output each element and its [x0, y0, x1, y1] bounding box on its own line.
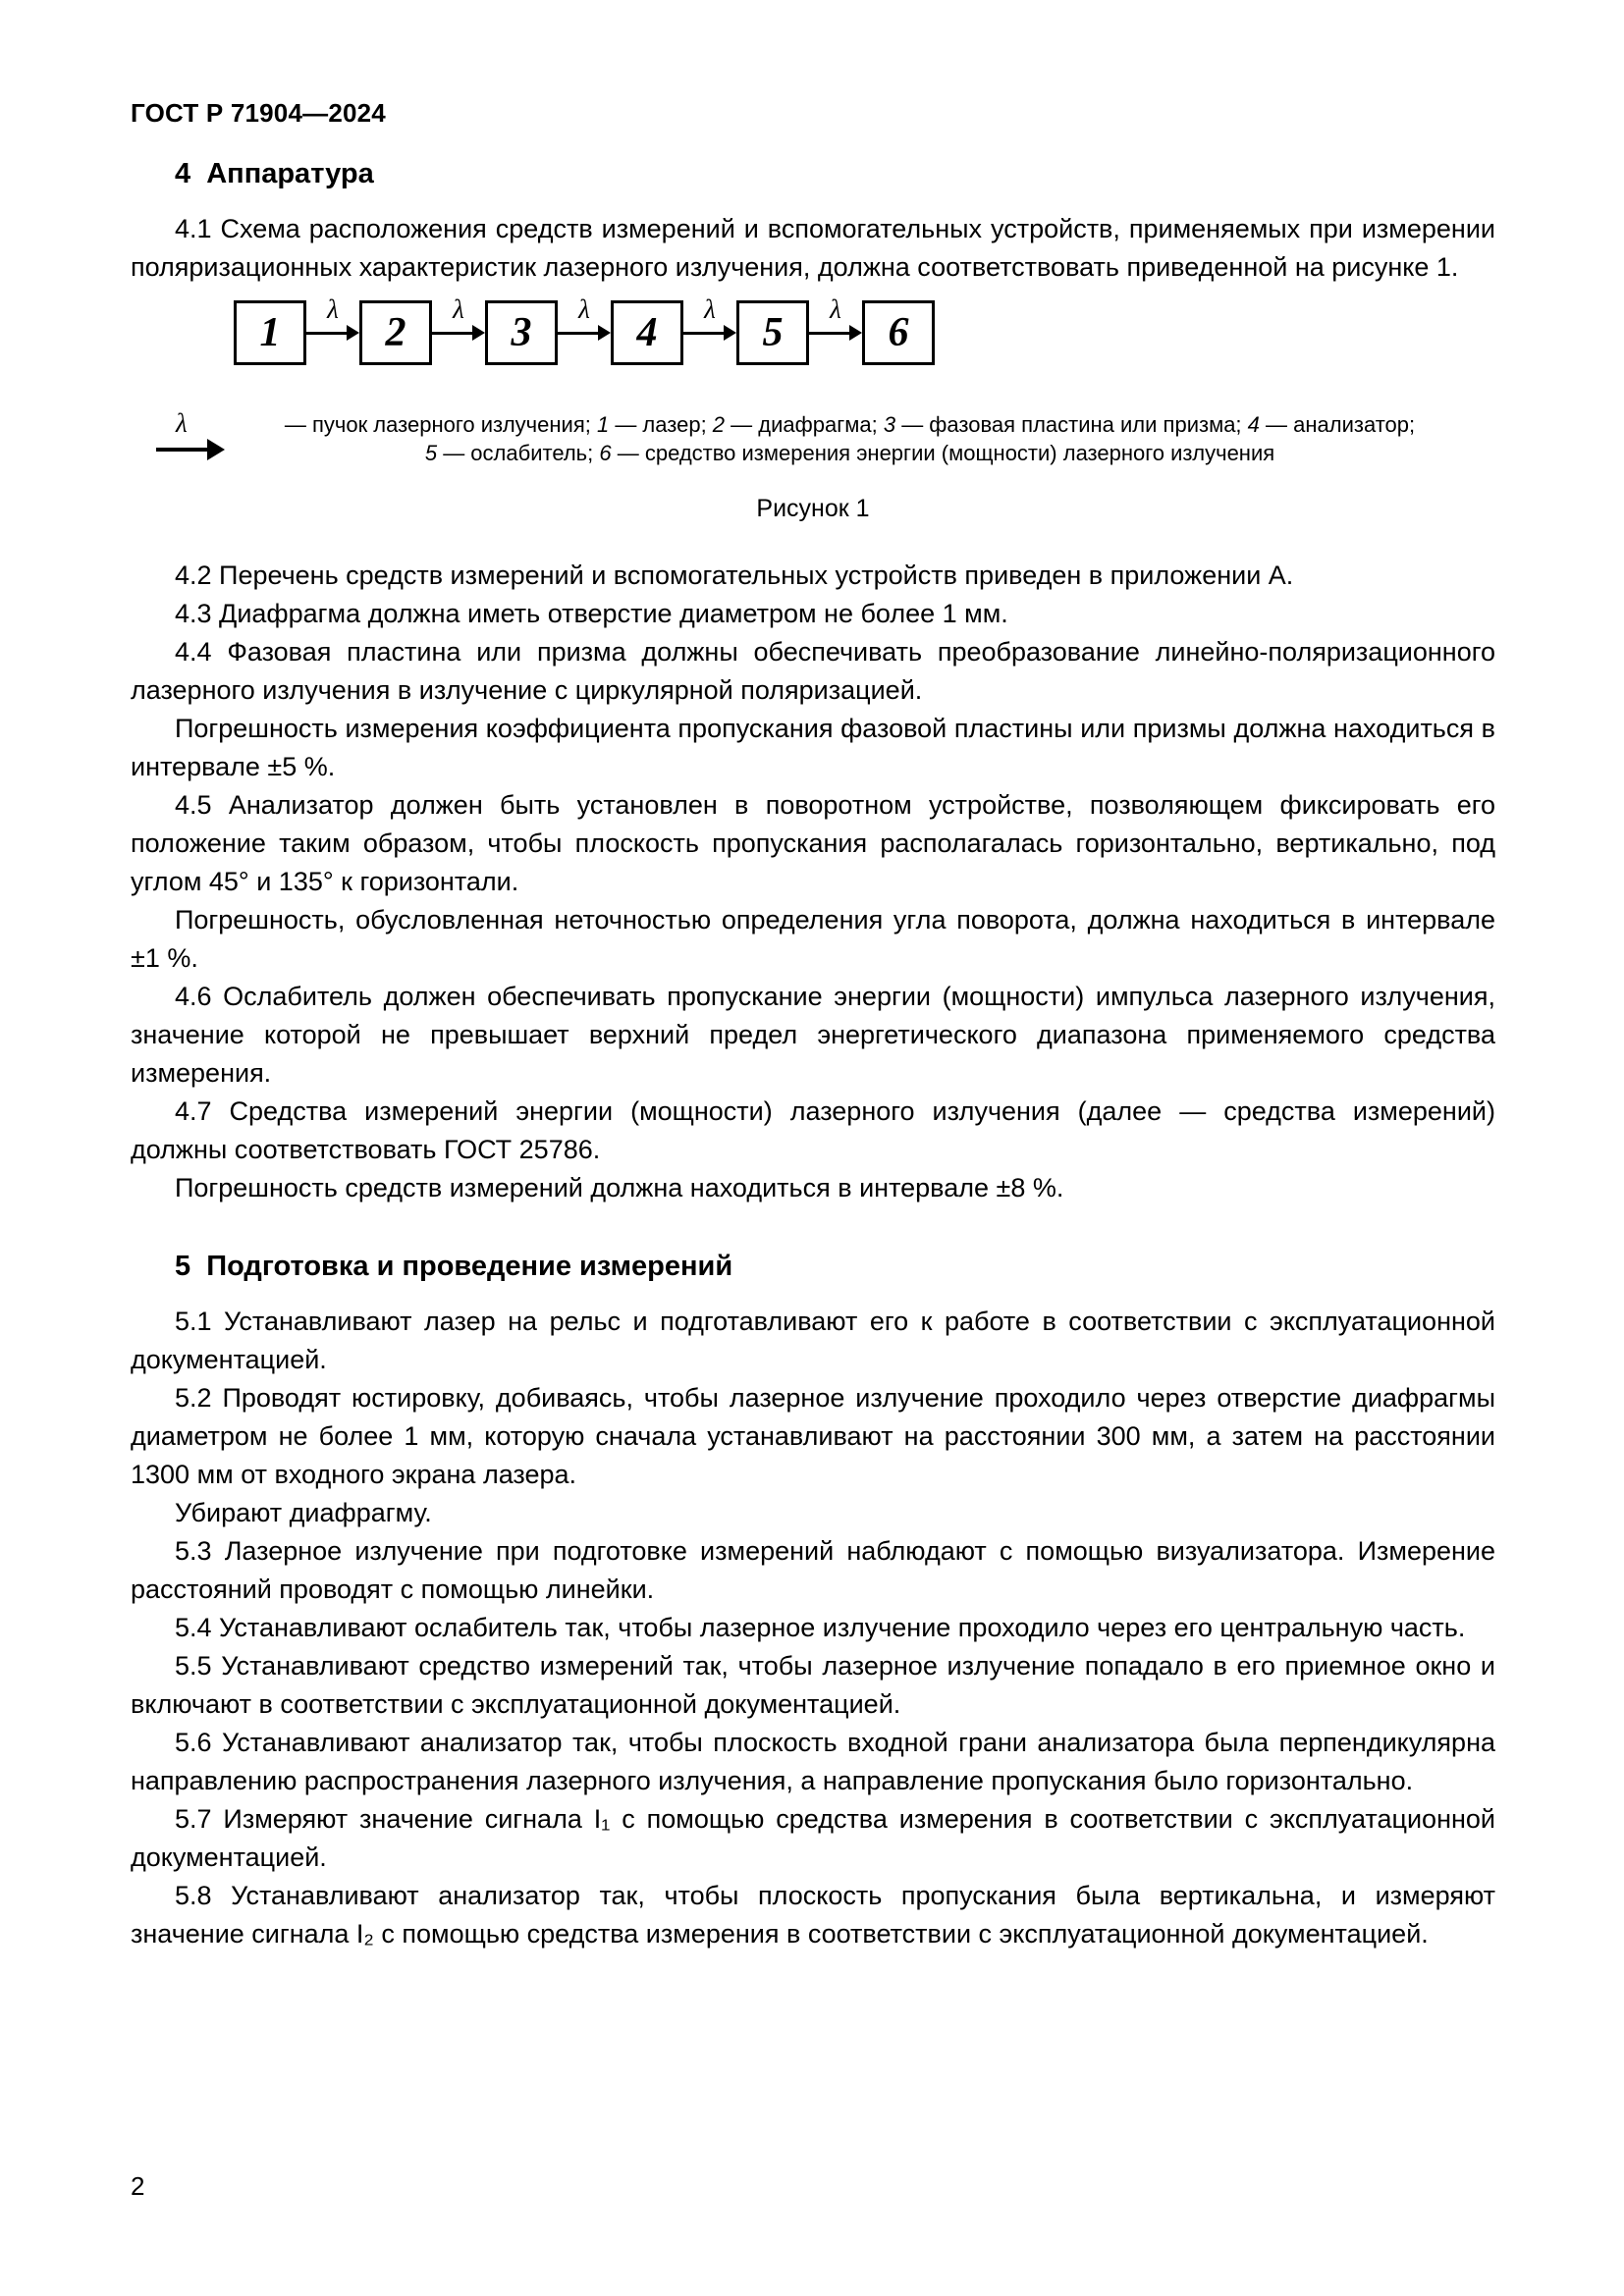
legend-ref-number: 3 — [883, 412, 896, 437]
lambda-label: λ — [327, 294, 339, 324]
section-4-heading: 4 Аппаратура — [175, 158, 374, 189]
paragraph-4-6: 4.6 Ослабитель должен обеспечивать пропускание энергии (мощности) импульса лазерного излучения, значение которой не превышает верхний предел энергетического диапазона применяемого средства измерения. — [131, 982, 1495, 1088]
arrow-head-icon — [347, 325, 359, 341]
lambda-label: λ — [704, 294, 716, 324]
paragraph-5-5: 5.5 Устанавливают средство измерений так, чтобы лазерное излучение попадало в его приемное окно и включают в соответствии с эксплуатационной документацией. — [131, 1651, 1495, 1719]
diagram-block-5 — [736, 300, 809, 365]
legend-ref-number: 2 — [712, 412, 726, 437]
paragraph-5-7: 5.7 Измеряют значение сигнала I₁ с помощью средства измерения в соответствии с эксплуатационной документацией. — [131, 1804, 1495, 1872]
legend-segment: — средство измерения энергии (мощности) лазерного излучения — [611, 441, 1275, 465]
arrow-line — [558, 332, 601, 335]
figure-1-diagram — [234, 294, 1495, 365]
flow-arrow-1 — [306, 294, 359, 365]
arrow-line — [432, 332, 475, 335]
legend-segment: — диафрагма; — [725, 412, 884, 437]
legend-ref-number: 4 — [1247, 412, 1260, 437]
paragraph-5-6: 5.6 Устанавливают анализатор так, чтобы плоскость входной грани анализатора была перпендикулярна направлению распространения лазерного излучения, а направление пропускания было горизонтально. — [131, 1728, 1495, 1795]
diagram-block-1-label: 1 — [259, 310, 281, 355]
paragraph-4-5: 4.5 Анализатор должен быть установлен в поворотном устройстве, позволяющем фиксировать его положение таким образом, чтобы плоскость пропускания располагалась горизонтально, вертикально, под углом 45° и 135° к горизонтали. — [131, 790, 1495, 896]
legend-ref-number: 5 — [424, 441, 438, 465]
legend-ref-number: 1 — [596, 412, 610, 437]
legend-segment: — лазер; — [609, 412, 713, 437]
legend-segment: — анализатор; — [1259, 412, 1416, 437]
page-number: 2 — [131, 2171, 145, 2201]
diagram-block-6 — [862, 300, 935, 365]
lambda-label: λ — [578, 294, 590, 324]
paragraph-4-4-note: Погрешность измерения коэффициента пропускания фазовой пластины или призмы должна находиться в интервале ±5 %. — [131, 714, 1495, 781]
arrow-line — [809, 332, 852, 335]
paragraph-4-4: 4.4 Фазовая пластина или призма должны обеспечивать преобразование линейно-поляризационного лазерного излучения в излучение с циркулярной поляризацией. — [131, 637, 1495, 705]
figure-1 — [131, 294, 1495, 523]
arrow-line — [156, 448, 209, 452]
lambda-label: λ — [176, 408, 188, 438]
paragraph-4-1: 4.1 Схема расположения средств измерений и вспомогательных устройств, применяемых при измерении поляризационных характеристик лазерного излучения, должна соответствовать приведенной на рисунке 1. — [131, 214, 1495, 282]
paragraph-4-7: 4.7 Средства измерений энергии (мощности) лазерного излучения (далее — средства измерений) должны соответствовать ГОСТ 25786. — [131, 1096, 1495, 1164]
diagram-block-2 — [359, 300, 432, 365]
legend-text — [234, 410, 1495, 467]
legend-segment: — ослабитель; — [437, 441, 600, 465]
paragraph-4-5-note: Погрешность, обусловленная неточностью определения угла поворота, должна находиться в интервале ±1 %. — [131, 905, 1495, 973]
paragraph-5-2: 5.2 Проводят юстировку, добиваясь, чтобы лазерное излучение проходило через отверстие диафрагмы диаметром не более 1 мм, которую сначала устанавливают на расстоянии 300 мм, а затем на расстоянии 1300 мм от входного экрана лазера. — [131, 1383, 1495, 1489]
arrow-line — [306, 332, 350, 335]
paragraph-5-4: 5.4 Устанавливают ослабитель так, чтобы лазерное излучение проходило через его центральную часть. — [175, 1613, 1466, 1642]
paragraph-5-3: 5.3 Лазерное излучение при подготовке измерений наблюдают с помощью визуализатора. Измерение расстояний проводят с помощью линейки. — [131, 1536, 1495, 1604]
paragraph-4-3: 4.3 Диафрагма должна иметь отверстие диаметром не более 1 мм. — [175, 599, 1008, 628]
lambda-label: λ — [453, 294, 464, 324]
arrow-head-icon — [724, 325, 736, 341]
diagram-block-3 — [485, 300, 558, 365]
diagram-block-5-label: 5 — [762, 310, 784, 355]
paragraph-4-2: 4.2 Перечень средств измерений и вспомогательных устройств приведен в приложении А. — [175, 561, 1294, 590]
flow-arrow-5 — [809, 294, 862, 365]
diagram-block-3-label: 3 — [511, 310, 532, 355]
paragraph-4-7-note: Погрешность средств измерений должна находиться в интервале ±8 %. — [175, 1173, 1064, 1202]
doc-number: ГОСТ Р 71904—2024 — [131, 98, 386, 128]
page-content — [131, 98, 1495, 1953]
paragraph-5-2-note: Убирают диафрагму. — [175, 1498, 432, 1527]
diagram-block-1 — [234, 300, 306, 365]
legend-ref-number: 6 — [599, 441, 612, 465]
diagram-block-4-label: 4 — [636, 310, 658, 355]
arrow-head-icon — [472, 325, 485, 341]
flow-arrow-3 — [558, 294, 611, 365]
arrow-head-icon — [207, 439, 225, 460]
paragraph-5-1: 5.1 Устанавливают лазер на рельс и подготавливают его к работе в соответствии с эксплуатационной документацией. — [131, 1307, 1495, 1374]
paragraph-5-8: 5.8 Устанавливают анализатор так, чтобы плоскость пропускания была вертикальна, и измеряют значение сигнала I₂ с помощью средства измерения в соответствии с эксплуатационной документацией. — [131, 1881, 1495, 1949]
arrow-head-icon — [849, 325, 862, 341]
section-5-heading: 5 Подготовка и проведение измерений — [175, 1251, 733, 1282]
legend-line-2 — [234, 439, 1466, 467]
legend-line-1 — [234, 410, 1466, 439]
legend-segment: — фазовая пластина или призма; — [895, 412, 1248, 437]
legend-segment: — пучок лазерного излучения; — [284, 412, 597, 437]
diagram-block-2-label: 2 — [385, 310, 406, 355]
diagram-block-6-label: 6 — [888, 310, 909, 355]
diagram-block-4 — [611, 300, 683, 365]
flow-arrow-2 — [432, 294, 485, 365]
flow-arrow-4 — [683, 294, 736, 365]
figure-1-caption: Рисунок 1 — [756, 495, 870, 522]
arrow-head-icon — [598, 325, 611, 341]
arrow-line — [683, 332, 727, 335]
legend-symbol — [131, 410, 234, 460]
figure-1-legend — [131, 410, 1495, 467]
lambda-label: λ — [830, 294, 841, 324]
beam-arrow-icon — [156, 439, 225, 460]
